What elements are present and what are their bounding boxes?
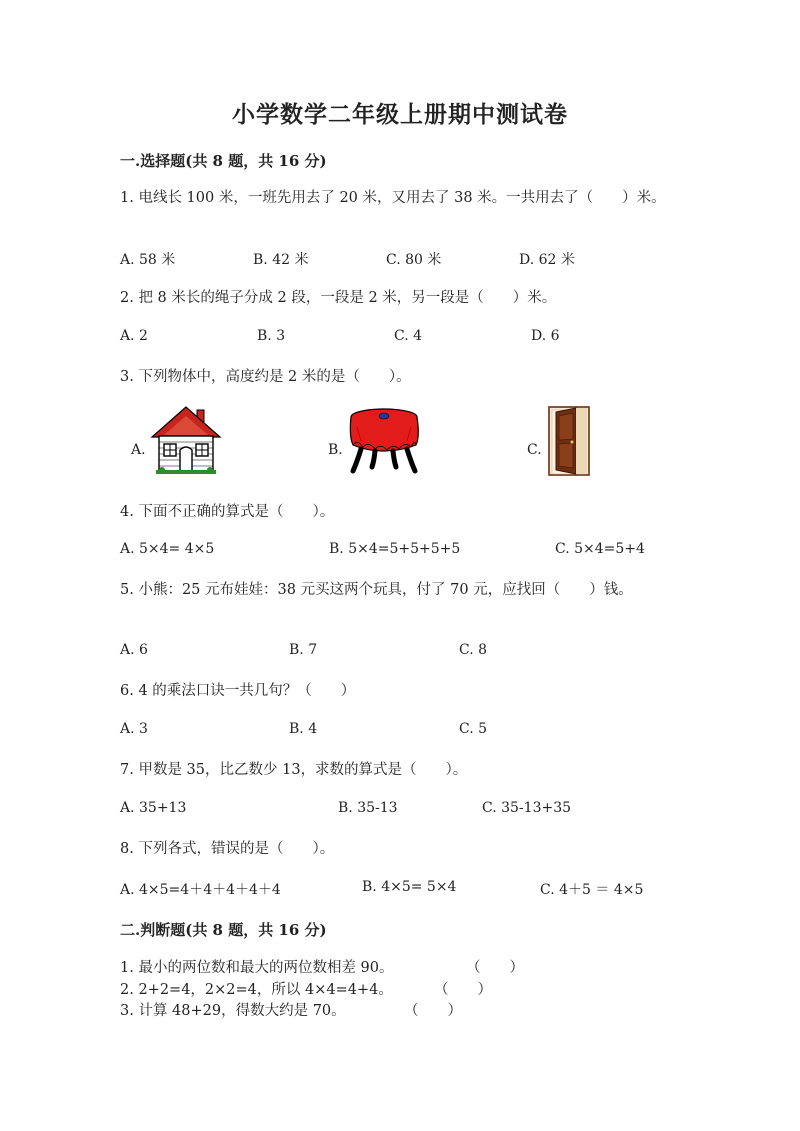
option-c[interactable]: C. 4: [394, 328, 423, 344]
judge-item-1: 1. 最小的两位数和最大的两位数相差 90。: [120, 960, 394, 976]
option-d[interactable]: D. 62 米: [519, 252, 575, 268]
option-a[interactable]: A. 4×5=4＋4＋4＋4＋4: [120, 882, 281, 898]
option-b[interactable]: B. 42 米: [253, 252, 309, 268]
question-7: 7. 甲数是 35，比乙数少 13，求数的算式是（ ）。: [120, 762, 468, 778]
answer-blank[interactable]: （ ）: [434, 982, 492, 998]
page-title: 小学数学二年级上册期中测试卷: [232, 101, 568, 128]
question-8: 8. 下列各式，错误的是（ ）。: [120, 841, 335, 857]
option-c[interactable]: C. 80 米: [386, 252, 442, 268]
option-c[interactable]: C. 4＋5 ＝ 4×5: [540, 882, 644, 898]
question-4: 4. 下面不正确的算式是（ ）。: [120, 504, 335, 520]
judge-item-3: 3. 计算 48+29，得数大约是 70。: [120, 1003, 346, 1019]
option-a[interactable]: A. 35+13: [120, 800, 187, 816]
option-c[interactable]: C.: [527, 442, 542, 458]
question-1: 1. 电线长 100 米，一班先用去了 20 米，又用去了 38 米。一共用去了（ ）米。: [120, 190, 666, 206]
option-b[interactable]: B.: [328, 442, 343, 458]
question-3: 3. 下列物体中，高度约是 2 米的是（ ）。: [120, 369, 411, 385]
house-icon[interactable]: [150, 404, 222, 476]
door-icon[interactable]: [548, 406, 590, 476]
option-c[interactable]: C. 35-13+35: [482, 800, 572, 816]
section-heading-judge: 二.判断题(共 8 题，共 16 分): [120, 921, 327, 939]
option-b[interactable]: B. 3: [257, 328, 286, 344]
section-heading-choice: 一.选择题(共 8 题，共 16 分): [120, 152, 327, 170]
option-a[interactable]: A. 58 米: [120, 252, 176, 268]
table-icon[interactable]: [347, 407, 422, 475]
option-c[interactable]: C. 8: [459, 642, 488, 658]
answer-blank[interactable]: （ ）: [404, 1003, 462, 1019]
question-2: 2. 把 8 米长的绳子分成 2 段，一段是 2 米，另一段是（ ）米。: [120, 290, 557, 306]
option-b[interactable]: B. 4×5= 5×4: [362, 879, 457, 895]
answer-blank[interactable]: （ ）: [466, 960, 524, 976]
question-5: 5. 小熊：25 元布娃娃：38 元买这两个玩具，付了 70 元，应找回（ ）钱。: [120, 582, 633, 598]
option-a[interactable]: A. 6: [120, 642, 148, 658]
option-a[interactable]: A. 3: [120, 721, 148, 737]
judge-item-2: 2. 2+2=4，2×2=4，所以 4×4=4+4。: [120, 982, 393, 998]
question-6: 6. 4 的乘法口诀一共几句？（ ）: [120, 683, 356, 699]
option-b[interactable]: B. 5×4=5+5+5+5: [329, 541, 461, 557]
option-b[interactable]: B. 4: [289, 721, 318, 737]
option-a[interactable]: A. 5×4= 4×5: [120, 541, 215, 557]
option-a[interactable]: A. 2: [120, 328, 148, 344]
option-c[interactable]: C. 5: [459, 721, 488, 737]
option-d[interactable]: D. 6: [531, 328, 560, 344]
option-c[interactable]: C. 5×4=5+4: [555, 541, 645, 557]
option-b[interactable]: B. 35-13: [338, 800, 398, 816]
option-b[interactable]: B. 7: [289, 642, 318, 658]
option-a[interactable]: A.: [131, 442, 146, 458]
